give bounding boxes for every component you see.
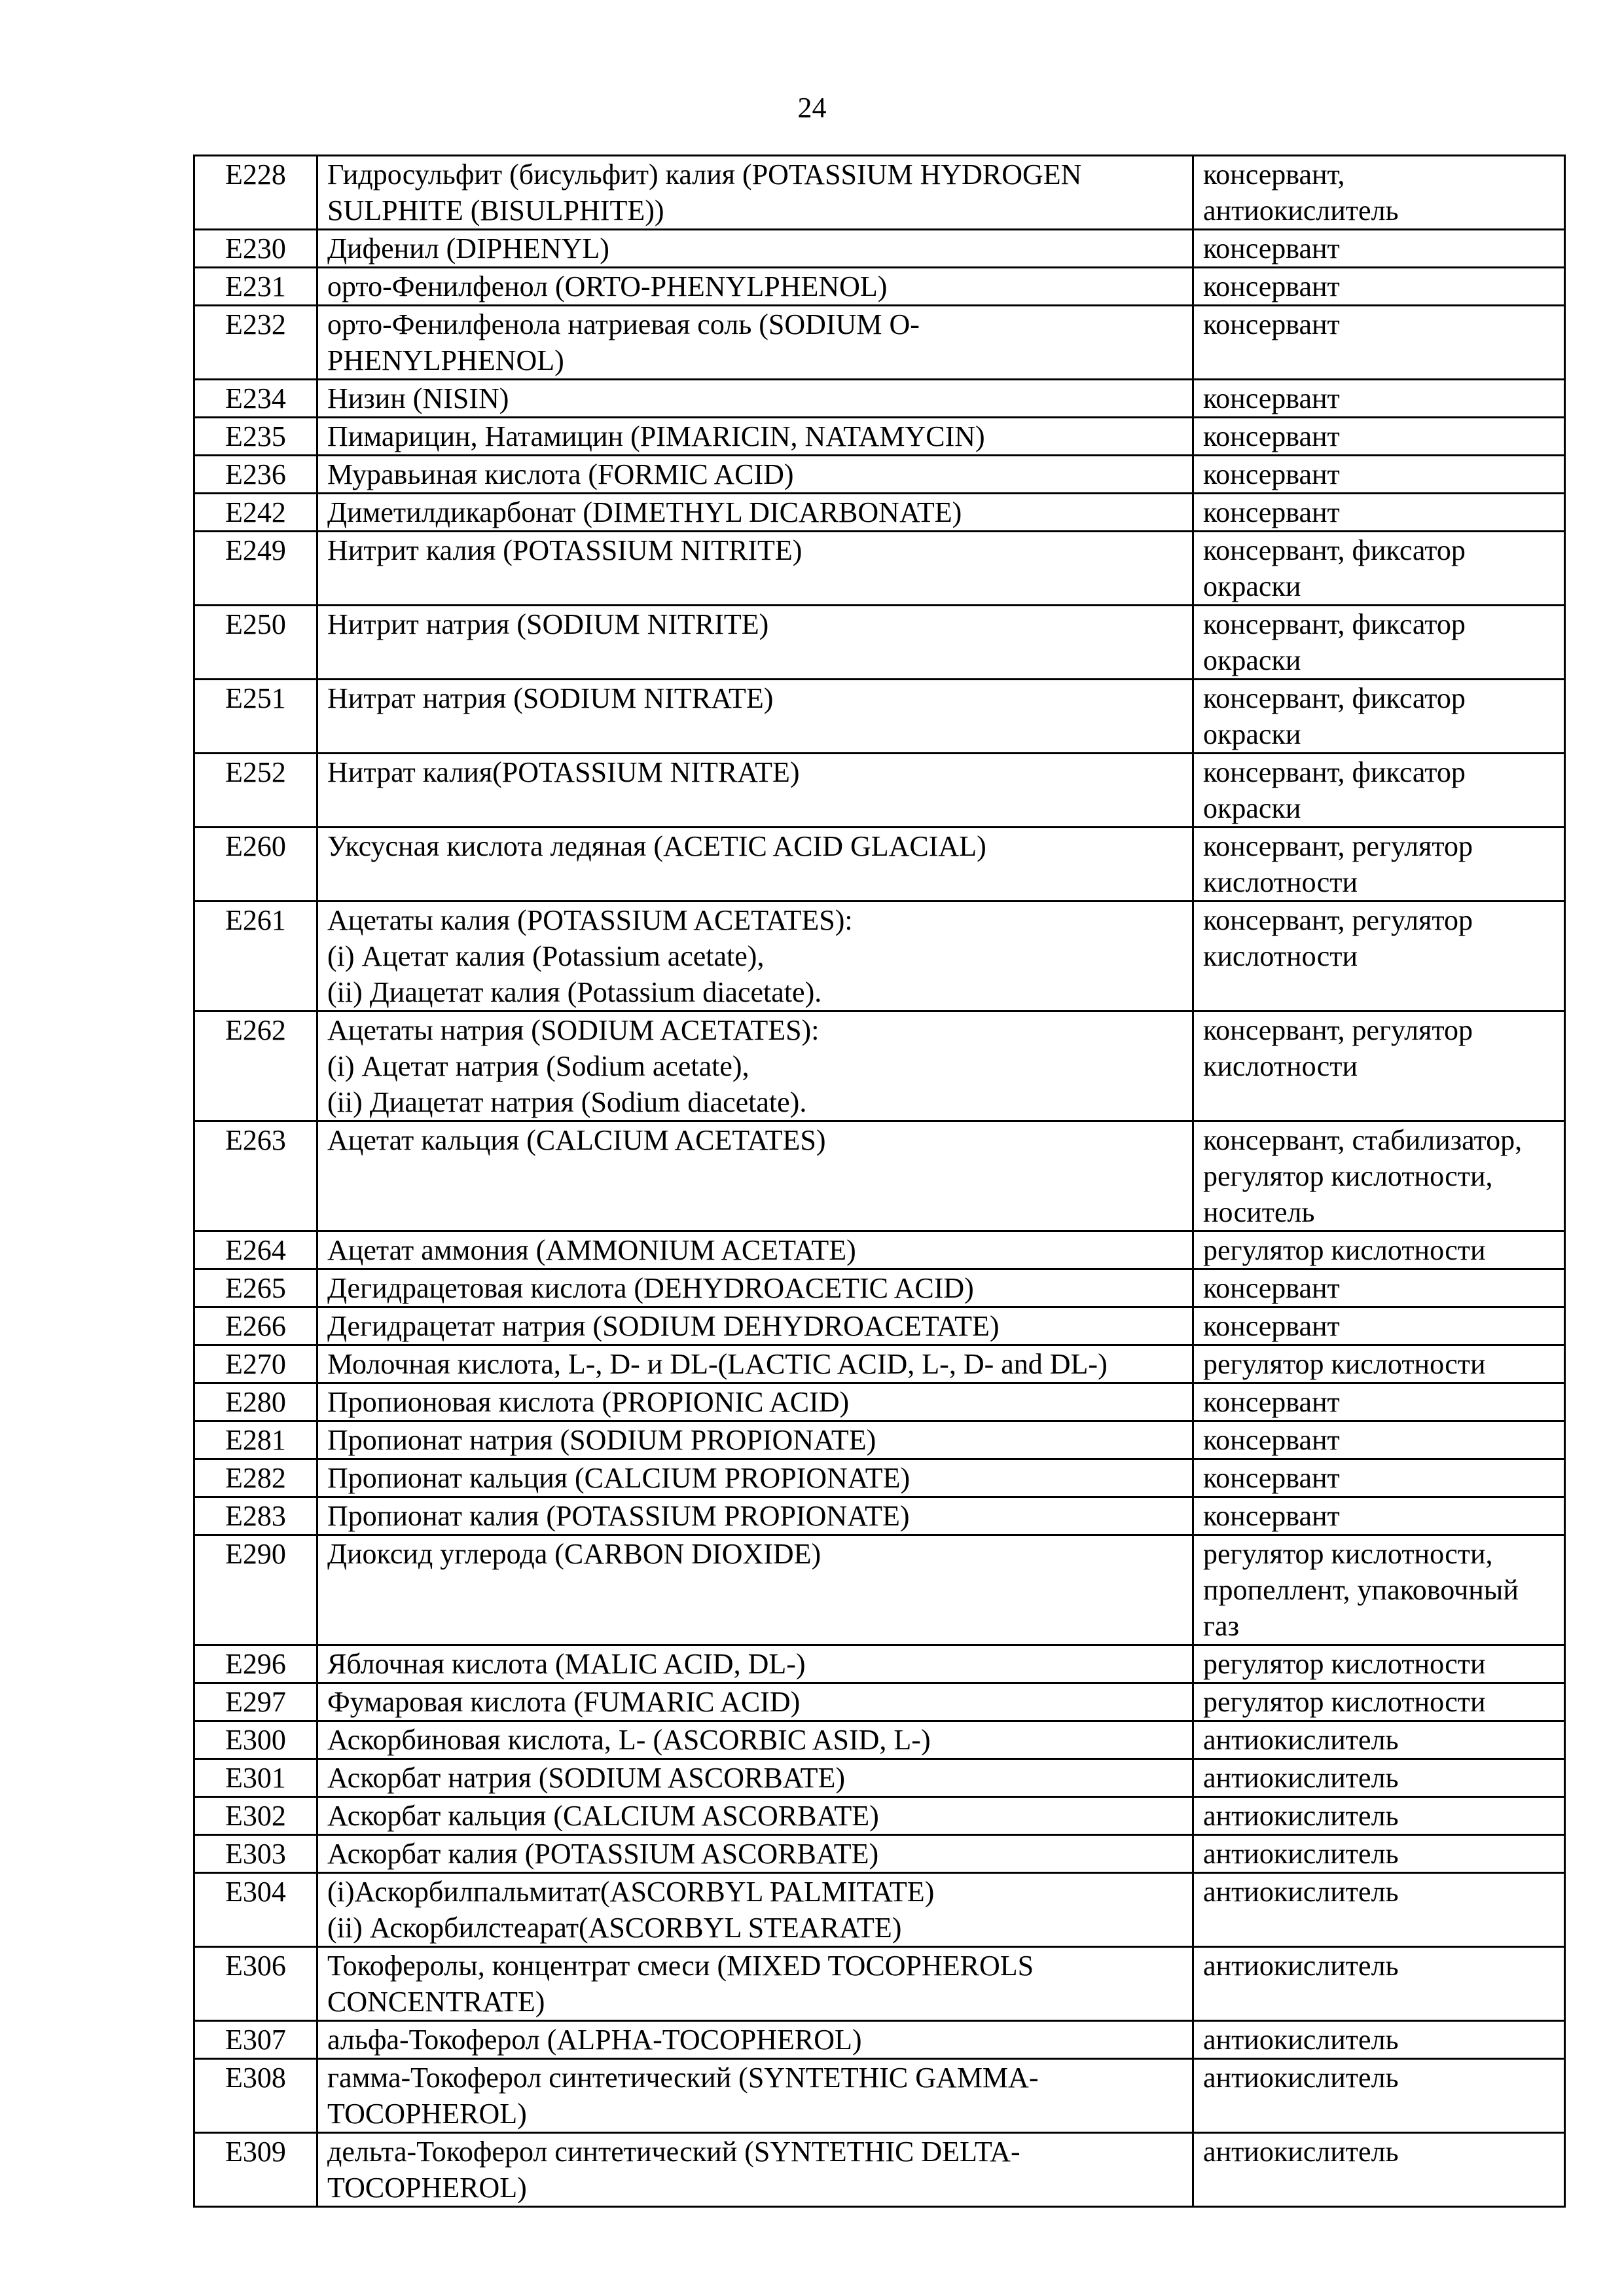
additive-code: E302 — [194, 1797, 317, 1835]
additive-name-line: Дегидрацетат натрия (SODIUM DEHYDROACETATE) — [327, 1310, 1000, 1342]
additive-function-line: консервант — [1203, 458, 1340, 490]
additive-code: E280 — [194, 1383, 317, 1421]
additive-name-line: Низин (NISIN) — [327, 382, 509, 414]
additive-name-line: Пропионовая кислота (PROPIONIC ACID) — [327, 1386, 850, 1418]
additive-code: E263 — [194, 1121, 317, 1231]
additive-name-line: PHENYLPHENOL) — [327, 344, 564, 376]
additive-function-line: консервант, фиксатор — [1203, 608, 1466, 640]
page-number: 24 — [797, 92, 827, 124]
additive-name-line: Ацетат аммония (AMMONIUM ACETATE) — [327, 1234, 856, 1266]
additive-name — [317, 1383, 1193, 1421]
additive-function — [1193, 1683, 1565, 1721]
additive-name-line: TOCOPHEROL) — [327, 2172, 527, 2204]
additive-function — [1193, 456, 1565, 494]
table-row — [194, 680, 1565, 754]
additive-name-line: Аскорбат кальция (CALCIUM ASCORBATE) — [327, 1800, 879, 1832]
additive-name-line: (ii) Диацетат натрия (Sodium diacetate). — [327, 1086, 807, 1118]
additive-function — [1193, 418, 1565, 456]
table-row — [194, 1873, 1565, 1947]
additive-function — [1193, 230, 1565, 268]
additive-name-line: Дегидрацетовая кислота (DEHYDROACETIC ACID) — [327, 1272, 974, 1304]
additive-name — [317, 1721, 1193, 1759]
additive-function-line: консервант, регулятор — [1203, 1014, 1473, 1046]
additives-table — [193, 155, 1566, 2208]
additive-function — [1193, 2133, 1565, 2207]
additive-name — [317, 902, 1193, 1011]
additive-name — [317, 1307, 1193, 1345]
additive-function — [1193, 494, 1565, 532]
additive-code: E300 — [194, 1721, 317, 1759]
additive-function — [1193, 1459, 1565, 1497]
additive-function-line: консервант, фиксатор — [1203, 534, 1466, 566]
additive-code: E236 — [194, 456, 317, 494]
table-row — [194, 828, 1565, 902]
additive-code: E307 — [194, 2021, 317, 2059]
table-row — [194, 1421, 1565, 1459]
additive-function — [1193, 1231, 1565, 1269]
additive-function-line: регулятор кислотности, — [1203, 1160, 1493, 1192]
additive-name-line: Аскорбиновая кислота, L- (ASCORBIC ASID, L-) — [327, 1724, 931, 1756]
additive-name — [317, 1421, 1193, 1459]
additive-name — [317, 1535, 1193, 1645]
additive-name-line: (i)Аскорбилпальмитат(ASCORBYL PALMITATE) — [327, 1876, 935, 1908]
additive-name — [317, 754, 1193, 828]
additive-function — [1193, 1421, 1565, 1459]
additive-function — [1193, 828, 1565, 902]
additive-function-line: регулятор кислотности — [1203, 1648, 1486, 1680]
additive-name — [317, 1231, 1193, 1269]
table-row — [194, 1797, 1565, 1835]
additive-name-line: дельта-Токоферол синтетический (SYNTETHIC DELTA- — [327, 2136, 1020, 2168]
table-row — [194, 1269, 1565, 1307]
additive-code: E230 — [194, 230, 317, 268]
additive-name-line: Яблочная кислота (MALIC ACID, DL-) — [327, 1648, 806, 1680]
additive-function-line: пропеллент, упаковочный — [1203, 1574, 1519, 1606]
additive-function — [1193, 1835, 1565, 1873]
table-row — [194, 2021, 1565, 2059]
table-row — [194, 1383, 1565, 1421]
table-row — [194, 156, 1565, 230]
additive-name-line: SULPHITE (BISULPHITE)) — [327, 194, 664, 227]
table-row — [194, 230, 1565, 268]
additive-function-line: антиокислитель — [1203, 2024, 1399, 2056]
additive-function — [1193, 1535, 1565, 1645]
additive-name — [317, 1121, 1193, 1231]
additive-name-line: Молочная кислота, L-, D- и DL-(LACTIC ACID, L-, D- and DL-) — [327, 1348, 1108, 1380]
additive-name — [317, 1269, 1193, 1307]
table-row — [194, 1535, 1565, 1645]
additive-name — [317, 1645, 1193, 1683]
table-row — [194, 306, 1565, 380]
additive-function — [1193, 1797, 1565, 1835]
table-row — [194, 606, 1565, 680]
additive-code: E228 — [194, 156, 317, 230]
table-row — [194, 902, 1565, 1011]
additive-name-line: орто-Фенилфенол (ORTO-PHENYLPHENOL) — [327, 270, 888, 302]
table-row — [194, 494, 1565, 532]
additive-function-line: антиокислитель — [1203, 1876, 1399, 1908]
additive-function-line: регулятор кислотности — [1203, 1686, 1486, 1718]
additive-function-line: антиокислитель — [1203, 2062, 1399, 2094]
additive-name-line: (ii) Аскорбилстеарат(ASCORBYL STEARATE) — [327, 1912, 902, 1944]
additive-code: E262 — [194, 1011, 317, 1121]
additive-code: E265 — [194, 1269, 317, 1307]
table-row — [194, 1459, 1565, 1497]
additive-function-line: консервант, стабилизатор, — [1203, 1124, 1523, 1156]
additive-function — [1193, 268, 1565, 306]
additive-function — [1193, 2021, 1565, 2059]
table-row — [194, 1759, 1565, 1797]
table-row — [194, 1231, 1565, 1269]
additive-function-line: консервант — [1203, 1424, 1340, 1456]
additive-name-line: Уксусная кислота ледяная (ACETIC ACID GLACIAL) — [327, 830, 986, 862]
additive-name-line: Аскорбат натрия (SODIUM ASCORBATE) — [327, 1762, 846, 1794]
additive-name-line: Муравьиная кислота (FORMIC ACID) — [327, 458, 794, 490]
additive-function-line: консервант — [1203, 1310, 1340, 1342]
additive-function — [1193, 1721, 1565, 1759]
additive-code: E231 — [194, 268, 317, 306]
additive-name — [317, 1797, 1193, 1835]
additive-name-line: Пимарицин, Натамицин (PIMARICIN, NATAMYCIN) — [327, 420, 985, 452]
additive-function-line: окраски — [1203, 644, 1301, 676]
additive-function-line: регулятор кислотности — [1203, 1234, 1486, 1266]
additive-function — [1193, 306, 1565, 380]
additive-code: E303 — [194, 1835, 317, 1873]
additive-function — [1193, 606, 1565, 680]
additive-function — [1193, 1121, 1565, 1231]
additive-code: E252 — [194, 754, 317, 828]
additive-function — [1193, 680, 1565, 754]
additive-name-line: Дифенил (DIPHENYL) — [327, 232, 609, 264]
additive-name-line: Ацетаты натрия (SODIUM ACETATES): — [327, 1014, 820, 1046]
table-row — [194, 1011, 1565, 1121]
additive-name-line: Токоферолы, концентрат смеси (MIXED TOCOPHEROLS — [327, 1950, 1034, 1982]
additive-code: E242 — [194, 494, 317, 532]
table-row — [194, 456, 1565, 494]
additive-code: E232 — [194, 306, 317, 380]
additive-function — [1193, 156, 1565, 230]
additive-name — [317, 418, 1193, 456]
additive-function — [1193, 380, 1565, 418]
additive-code: E251 — [194, 680, 317, 754]
additive-function-line: консервант — [1203, 308, 1340, 340]
additive-function-line: антиокислитель — [1203, 194, 1399, 227]
additive-code: E234 — [194, 380, 317, 418]
table-row — [194, 1683, 1565, 1721]
additive-name — [317, 1759, 1193, 1797]
additive-name — [317, 2133, 1193, 2207]
additive-function-line: антиокислитель — [1203, 1762, 1399, 1794]
additive-name — [317, 606, 1193, 680]
additive-name — [317, 380, 1193, 418]
table-row — [194, 1835, 1565, 1873]
additive-name — [317, 532, 1193, 606]
additive-name — [317, 306, 1193, 380]
additive-name-line: Нитрит натрия (SODIUM NITRITE) — [327, 608, 769, 640]
additive-code: E249 — [194, 532, 317, 606]
additive-function — [1193, 1497, 1565, 1535]
additive-function-line: антиокислитель — [1203, 1950, 1399, 1982]
additive-function-line: окраски — [1203, 718, 1301, 750]
additive-function-line: консервант — [1203, 1272, 1340, 1304]
additive-name-line: Пропионат кальция (CALCIUM PROPIONATE) — [327, 1462, 911, 1494]
additive-code: E266 — [194, 1307, 317, 1345]
additive-name — [317, 230, 1193, 268]
additive-name-line: Нитрит калия (POTASSIUM NITRITE) — [327, 534, 803, 566]
additive-name — [317, 1011, 1193, 1121]
additive-function-line: консервант — [1203, 1386, 1340, 1418]
additive-function-line: кислотности — [1203, 866, 1358, 898]
additive-name — [317, 2059, 1193, 2133]
table-row — [194, 754, 1565, 828]
table-row — [194, 1497, 1565, 1535]
additive-code: E283 — [194, 1497, 317, 1535]
table-row — [194, 1121, 1565, 1231]
additive-function-line: газ — [1203, 1610, 1239, 1642]
additive-function-line: антиокислитель — [1203, 1800, 1399, 1832]
additive-code: E250 — [194, 606, 317, 680]
additive-name — [317, 1459, 1193, 1497]
additive-function — [1193, 2059, 1565, 2133]
additive-function-line: консервант — [1203, 232, 1340, 264]
additive-name-line: Ацетат кальция (CALCIUM ACETATES) — [327, 1124, 826, 1156]
additives-table-body — [194, 156, 1565, 2207]
additive-function-line: кислотности — [1203, 1050, 1358, 1082]
table-row — [194, 2059, 1565, 2133]
additive-function-line: консервант — [1203, 382, 1340, 414]
additive-name — [317, 156, 1193, 230]
additive-function-line: консервант, фиксатор — [1203, 682, 1466, 714]
additive-function — [1193, 1383, 1565, 1421]
additive-function — [1193, 1345, 1565, 1383]
additive-code: E309 — [194, 2133, 317, 2207]
additive-name — [317, 494, 1193, 532]
additive-function-line: кислотности — [1203, 940, 1358, 972]
additive-function — [1193, 1873, 1565, 1947]
table-row — [194, 1947, 1565, 2021]
additive-function — [1193, 1011, 1565, 1121]
table-row — [194, 1645, 1565, 1683]
additive-name-line: TOCOPHEROL) — [327, 2098, 527, 2130]
additive-code: E261 — [194, 902, 317, 1011]
additive-name — [317, 456, 1193, 494]
table-row — [194, 268, 1565, 306]
additive-name — [317, 1497, 1193, 1535]
additive-function-line: антиокислитель — [1203, 1838, 1399, 1870]
additive-name-line: (i) Ацетат калия (Potassium acetate), — [327, 940, 765, 972]
additive-function — [1193, 1759, 1565, 1797]
additive-name-line: Диоксид углерода (CARBON DIOXIDE) — [327, 1538, 821, 1570]
additive-function-line: окраски — [1203, 792, 1301, 824]
additive-function-line: регулятор кислотности — [1203, 1348, 1486, 1380]
additive-code: E270 — [194, 1345, 317, 1383]
additive-function-line: консервант, — [1203, 158, 1345, 191]
additive-code: E301 — [194, 1759, 317, 1797]
additive-name-line: альфа-Токоферол (ALPHA-TOCOPHEROL) — [327, 2024, 862, 2056]
additive-name — [317, 2021, 1193, 2059]
additive-code: E282 — [194, 1459, 317, 1497]
additive-function — [1193, 1947, 1565, 2021]
additive-code: E290 — [194, 1535, 317, 1645]
additive-name — [317, 1683, 1193, 1721]
additive-name-line: Нитрат натрия (SODIUM NITRATE) — [327, 682, 774, 714]
additive-name — [317, 1873, 1193, 1947]
table-row — [194, 1307, 1565, 1345]
additive-code: E260 — [194, 828, 317, 902]
additive-name — [317, 828, 1193, 902]
additive-function-line: консервант, регулятор — [1203, 830, 1473, 862]
additive-name — [317, 680, 1193, 754]
additive-function — [1193, 754, 1565, 828]
additive-function-line: консервант — [1203, 496, 1340, 528]
additive-name-line: (i) Ацетат натрия (Sodium acetate), — [327, 1050, 749, 1082]
additive-code: E281 — [194, 1421, 317, 1459]
additive-function-line: антиокислитель — [1203, 1724, 1399, 1756]
additive-code: E306 — [194, 1947, 317, 2021]
additive-code: E264 — [194, 1231, 317, 1269]
additive-name-line: Гидросульфит (бисульфит) калия (POTASSIUM HYDROGEN — [327, 158, 1082, 191]
additive-name-line: орто-Фенилфенола натриевая соль (SODIUM O- — [327, 308, 920, 340]
additive-function-line: консервант — [1203, 270, 1340, 302]
additive-function-line: консервант, регулятор — [1203, 904, 1473, 936]
additive-name-line: Аскорбат калия (POTASSIUM ASCORBATE) — [327, 1838, 879, 1870]
additive-name-line: CONCENTRATE) — [327, 1986, 545, 2018]
additive-function — [1193, 1307, 1565, 1345]
additive-name-line: Пропионат калия (POTASSIUM PROPIONATE) — [327, 1500, 910, 1532]
additive-function-line: консервант — [1203, 1462, 1340, 1494]
additive-function — [1193, 532, 1565, 606]
table-row — [194, 2133, 1565, 2207]
additive-name-line: Фумаровая кислота (FUMARIC ACID) — [327, 1686, 801, 1718]
additive-function-line: регулятор кислотности, — [1203, 1538, 1493, 1570]
table-row — [194, 1721, 1565, 1759]
additive-name — [317, 1345, 1193, 1383]
table-row — [194, 1345, 1565, 1383]
additive-name — [317, 268, 1193, 306]
additive-function-line: окраски — [1203, 570, 1301, 602]
additive-name-line: Диметилдикарбонат (DIMETHYL DICARBONATE) — [327, 496, 962, 528]
additive-name — [317, 1835, 1193, 1873]
additive-function — [1193, 1269, 1565, 1307]
additive-function — [1193, 902, 1565, 1011]
additive-name — [317, 1947, 1193, 2021]
additive-code: E304 — [194, 1873, 317, 1947]
additive-function-line: консервант — [1203, 1500, 1340, 1532]
additive-code: E308 — [194, 2059, 317, 2133]
additive-name-line: Нитрат калия(POTASSIUM NITRATE) — [327, 756, 800, 788]
additive-code: E235 — [194, 418, 317, 456]
additive-code: E296 — [194, 1645, 317, 1683]
additive-function-line: носитель — [1203, 1196, 1315, 1228]
additive-function — [1193, 1645, 1565, 1683]
additive-name-line: Ацетаты калия (POTASSIUM ACETATES): — [327, 904, 853, 936]
table-row — [194, 418, 1565, 456]
additive-function-line: антиокислитель — [1203, 2136, 1399, 2168]
additive-name-line: Пропионат натрия (SODIUM PROPIONATE) — [327, 1424, 876, 1456]
additive-name-line: гамма-Токоферол синтетический (SYNTETHIC GAMMA- — [327, 2062, 1039, 2094]
additive-function-line: консервант, фиксатор — [1203, 756, 1466, 788]
additive-code: E297 — [194, 1683, 317, 1721]
additive-function-line: консервант — [1203, 420, 1340, 452]
additive-name-line: (ii) Диацетат калия (Potassium diacetate). — [327, 976, 822, 1008]
table-row — [194, 380, 1565, 418]
table-row — [194, 532, 1565, 606]
